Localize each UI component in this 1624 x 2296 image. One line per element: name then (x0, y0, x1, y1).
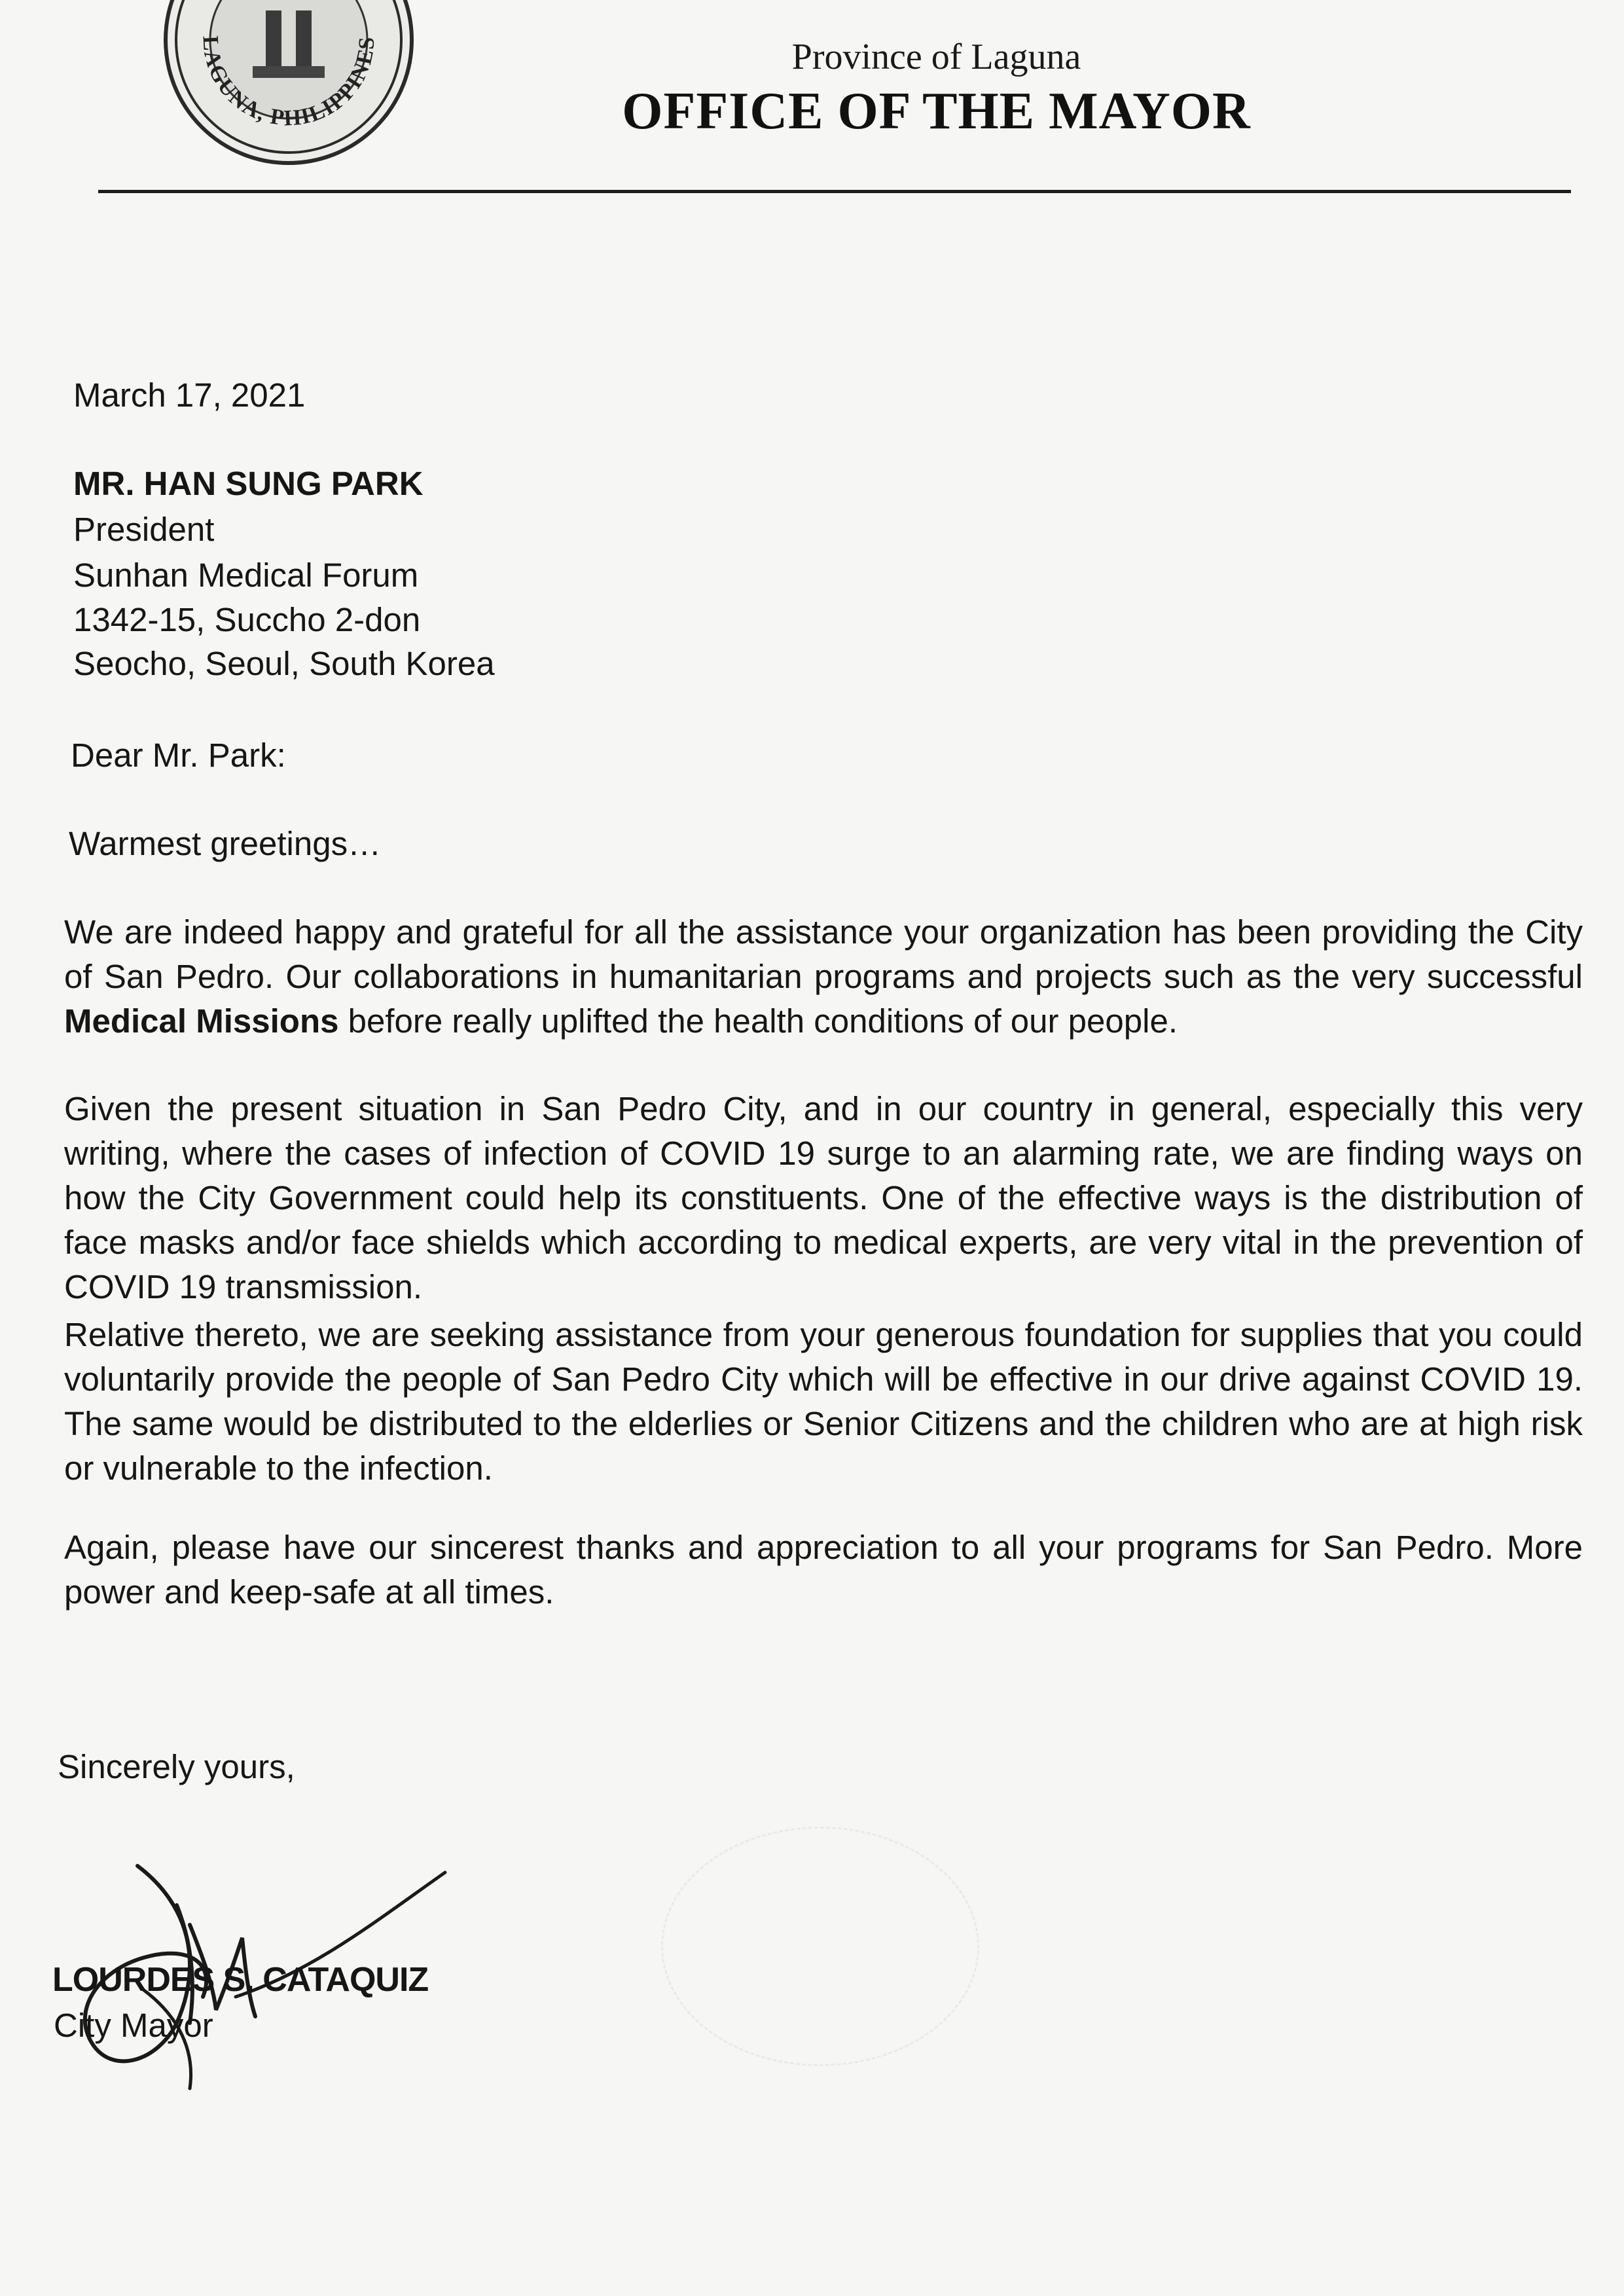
letter-date: March 17, 2021 (73, 376, 306, 414)
paragraph-2: Given the present situation in San Pedro City, and in our country in general, especially this very writing, where the cases of infection of COVID 19 surge to an alarming rate, we are finding ways on how the City Government could help its constituents. One of the effective ways is the distribution of face masks and/or face shields which according to medical experts, are very vital in the prevention of COVID 19 transmission. (64, 1090, 1583, 1305)
recipient-address-line2: Seocho, Seoul, South Korea (73, 645, 495, 682)
recipient-name: MR. HAN SUNG PARK (73, 465, 424, 502)
paragraph-4: Again, please have our sincerest thanks and appreciation to all your programs for San Pedro. More power and keep-safe at all times. (64, 1529, 1583, 1611)
signatory-name: LOURDES S. CATAQUIZ (52, 1961, 429, 1999)
recipient-address-line1: 1342-15, Succho 2-don (73, 601, 421, 638)
dry-seal-impression (661, 1827, 979, 2066)
header-divider (98, 190, 1571, 193)
recipient-organization: Sunhan Medical Forum (73, 556, 419, 594)
seal-text: LAGUNA, PHILIPPINES (198, 35, 380, 131)
signatory-position: City Mayor (54, 2007, 213, 2044)
province-name: Province of Laguna (791, 37, 1081, 77)
greeting: Warmest greetings… (69, 825, 382, 862)
paragraph-1-emphasis: Medical Missions (64, 1002, 339, 1040)
closing: Sincerely yours, (58, 1748, 295, 1785)
paragraph-1-text-end: before really uplifted the health conditions of our people. (338, 1002, 1178, 1040)
paragraph-1-text-start: We are indeed happy and grateful for all the assistance your organization has been providing the City of San Pedro. Our collaborations in humanitarian programs and projects such as the very successful (64, 913, 1583, 995)
recipient-title: President (73, 511, 215, 548)
salutation: Dear Mr. Park: (71, 737, 286, 774)
paragraph-3: Relative thereto, we are seeking assistance from your generous foundation for supplies that you could voluntarily provide the people of San Pedro City which will be effective in our drive against COVID 19. The same would be distributed to the elderlies or Senior Citizens and the children who are at high risk or vulnerable to the infection. (64, 1316, 1583, 1487)
paragraph-1 (64, 910, 1583, 1044)
office-title: OFFICE OF THE MAYOR (622, 82, 1251, 140)
